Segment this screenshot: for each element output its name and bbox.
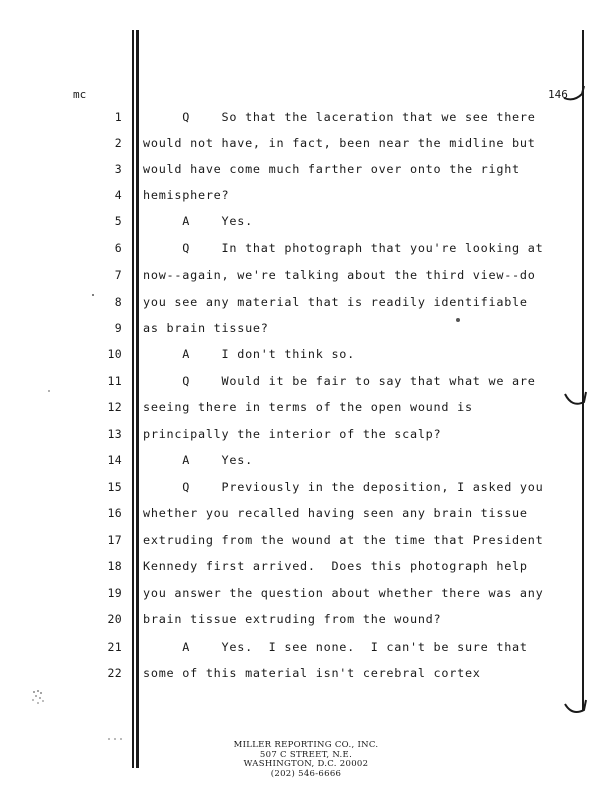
line-number: 20 — [107, 612, 122, 626]
line-number: 21 — [107, 640, 122, 654]
line-text: A Yes. — [143, 214, 253, 228]
line-text: Kennedy first arrived. Does this photograph help — [143, 559, 528, 573]
line-number: 10 — [107, 347, 122, 361]
footer-street: 507 C STREET, N.E. — [259, 749, 353, 760]
scan-smudge — [26, 686, 54, 710]
reporter-footer — [0, 741, 612, 779]
line-text: A I don't think so. — [143, 347, 356, 361]
footer-city: WASHINGTON, D.C. 20002 — [243, 759, 369, 769]
line-text: you answer the question about whether there was any — [143, 586, 544, 600]
right-margin-rule — [582, 30, 584, 710]
line-number: 13 — [107, 427, 122, 441]
line-text: Q In that photograph that you're looking at — [143, 241, 544, 255]
line-number: 15 — [107, 480, 122, 494]
line-number: 7 — [114, 268, 122, 282]
line-number: 11 — [107, 374, 122, 388]
line-text: now--again, we're talking about the third view--do — [143, 268, 536, 282]
line-text: as brain tissue? — [143, 321, 269, 335]
line-text: extruding from the wound at the time that President — [143, 533, 544, 547]
reporter-initials: mc — [73, 88, 87, 101]
line-number: 8 — [114, 295, 122, 309]
binding-hook-mark-middle — [562, 388, 592, 412]
line-text: hemisphere? — [143, 188, 230, 202]
line-text: you see any material that is readily identifiable — [143, 295, 528, 309]
line-number: 6 — [114, 241, 122, 255]
line-number: 17 — [107, 533, 122, 547]
scan-speck — [92, 294, 94, 296]
line-number: 19 — [107, 586, 122, 600]
footer-phone: (202) 546-6666 — [270, 768, 342, 779]
line-number: 9 — [114, 321, 122, 335]
binding-hook-mark-bottom — [562, 696, 592, 720]
line-text: some of this material isn't cerebral cortex — [143, 666, 481, 680]
line-number: 4 — [114, 188, 122, 202]
line-number: 2 — [114, 136, 122, 150]
line-number: 1 — [114, 110, 122, 124]
line-number: 22 — [107, 666, 122, 680]
line-text: Q Previously in the deposition, I asked you — [143, 480, 544, 494]
line-number: 18 — [107, 559, 122, 573]
line-text: principally the interior of the scalp? — [143, 427, 442, 441]
scan-speck — [456, 318, 460, 322]
footer-company: MILLER REPORTING CO., INC. — [233, 740, 379, 750]
left-margin-rule-inner — [136, 30, 139, 768]
left-margin-rule-outer — [132, 30, 134, 768]
line-text: Q Would it be fair to say that what we are — [143, 374, 536, 388]
line-text: A Yes. I see none. I can't be sure that — [143, 640, 528, 654]
scan-speck — [48, 390, 50, 392]
line-text: would have come much farther over onto the right — [143, 162, 520, 176]
line-text: Q So that the laceration that we see there — [143, 110, 536, 124]
line-number: 14 — [107, 453, 122, 467]
page-number: 146 — [548, 88, 568, 101]
line-number: 12 — [107, 400, 122, 414]
line-text: brain tissue extruding from the wound? — [143, 612, 442, 626]
line-text: A Yes. — [143, 453, 253, 467]
line-number: 5 — [114, 214, 122, 228]
line-text: would not have, in fact, been near the midline but — [143, 136, 536, 150]
line-text: whether you recalled having seen any brain tissue — [143, 506, 528, 520]
line-number: 16 — [107, 506, 122, 520]
line-number: 3 — [114, 162, 122, 176]
line-text: seeing there in terms of the open wound is — [143, 400, 473, 414]
